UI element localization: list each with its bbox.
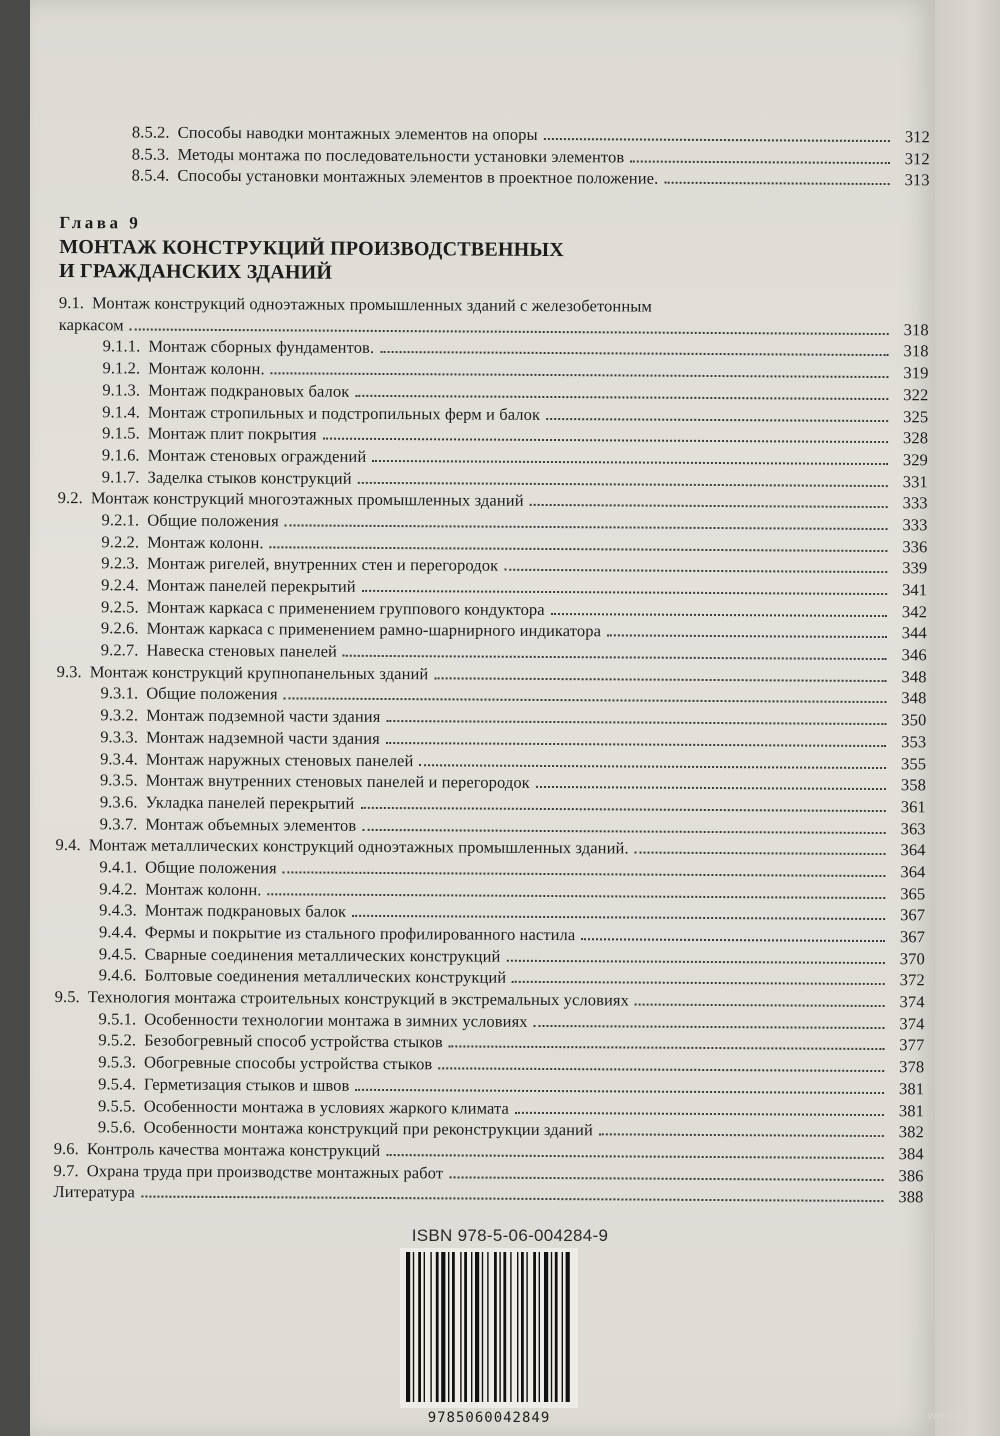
entry-page: 381 xyxy=(898,1078,925,1099)
entry-page: 318 xyxy=(903,319,929,340)
entry-title: Особенности монтажа в условиях жаркого климата xyxy=(143,1096,510,1118)
dot-leader xyxy=(664,182,889,185)
entry-page: 374 xyxy=(899,1013,925,1034)
dot-leader xyxy=(283,871,886,877)
entry-page: 386 xyxy=(898,1165,924,1185)
entry-title: Герметизация стыков и швов xyxy=(143,1074,350,1095)
dot-leader xyxy=(419,764,886,769)
entry-page: 377 xyxy=(899,1035,925,1055)
dot-leader xyxy=(515,1111,884,1115)
entry-title: Монтаж конструкций крупнопанельных зданий xyxy=(89,661,429,684)
barcode-bar xyxy=(555,1252,558,1402)
entry-number: 9.5.2. xyxy=(98,1030,137,1050)
entry-number: 9.4.3. xyxy=(99,900,137,920)
entry-number: 9.3.7. xyxy=(99,813,138,834)
dot-leader xyxy=(352,915,885,920)
dot-leader xyxy=(386,1154,883,1159)
dot-leader xyxy=(285,524,888,530)
entry-page: 374 xyxy=(899,992,925,1012)
barcode-bar xyxy=(441,1252,445,1402)
entry-title: Монтаж каркаса с применением рамно-шарнирного индикатора xyxy=(146,618,602,641)
entry-title: Монтаж подкрановых балок xyxy=(148,380,350,401)
entry-title: Сварные соединения металлических конструкций xyxy=(144,944,501,966)
entry-title: Укладка панелей перекрытий xyxy=(145,792,355,813)
entry-page: 384 xyxy=(898,1144,924,1164)
entry-title: Особенности технологии монтажа в зимних условиях xyxy=(144,1009,528,1031)
entry-number: 9.2.7. xyxy=(100,640,139,660)
barcode-bar xyxy=(566,1252,570,1402)
dot-leader xyxy=(434,677,886,682)
toc-entry xyxy=(60,165,930,192)
entry-page: 355 xyxy=(900,753,927,773)
entry-page: 353 xyxy=(901,731,927,752)
entry-title: Общие положения xyxy=(147,510,279,531)
dot-leader xyxy=(530,504,888,508)
entry-number: 9.5.1. xyxy=(98,1009,137,1029)
entry-title: Монтаж конструкций многоэтажных промышленных зданий xyxy=(90,488,524,511)
entry-page: 365 xyxy=(900,883,926,903)
dot-leader xyxy=(536,786,886,790)
entry-number: 9.3.3. xyxy=(100,727,139,747)
barcode-bar xyxy=(487,1252,488,1402)
dot-leader xyxy=(546,417,888,421)
entry-page: 341 xyxy=(902,580,928,600)
entry-number: 9.3.4. xyxy=(100,748,138,768)
entry-page: 319 xyxy=(903,363,929,383)
entry-title: Монтаж каркаса с применением группового кондуктора xyxy=(146,597,545,619)
dot-leader xyxy=(386,742,886,747)
dot-leader xyxy=(635,852,886,856)
dot-leader xyxy=(534,1025,885,1029)
entry-number: 9.4.4. xyxy=(98,922,137,942)
entry-number: 9.2. xyxy=(57,488,83,508)
dot-leader xyxy=(355,395,888,400)
page-edge xyxy=(935,0,1000,1436)
barcode-bar xyxy=(539,1252,540,1402)
barcode-bar xyxy=(494,1252,497,1402)
entry-number: 9.5.6. xyxy=(97,1117,136,1137)
entry-page: 342 xyxy=(901,601,928,621)
entry-number: 8.5.3. xyxy=(131,144,170,164)
chapter-label: Глава 9 xyxy=(59,213,142,233)
dot-leader xyxy=(343,655,887,660)
dot-leader xyxy=(355,1089,884,1094)
entry-title: Методы монтажа по последовательности установки элементов xyxy=(177,144,625,167)
entry-title: Монтаж подземной части здания xyxy=(146,705,381,727)
entry-page: 312 xyxy=(904,148,930,169)
barcode-bar xyxy=(413,1252,414,1402)
entry-number: 9.3.1. xyxy=(100,683,139,703)
dot-leader xyxy=(141,1196,883,1203)
entry-page: 318 xyxy=(903,341,929,361)
dot-leader xyxy=(504,569,887,573)
barcode-bar xyxy=(452,1252,455,1402)
barcode-bar xyxy=(448,1252,449,1402)
entry-page: 348 xyxy=(901,688,927,708)
dot-leader xyxy=(323,438,888,443)
entry-page: 361 xyxy=(900,797,926,817)
entry-title: Способы наводки монтажных элементов на опоры xyxy=(177,122,538,144)
entry-page: 322 xyxy=(903,384,929,405)
barcode-bar xyxy=(482,1252,483,1402)
dot-leader xyxy=(372,460,888,465)
entry-title: Монтаж колонн. xyxy=(144,879,262,899)
chapter-title-line1: МОНТАЖ КОНСТРУКЦИЙ ПРОИЗВОДСТВЕННЫХ xyxy=(59,236,564,262)
entry-number: 9.1.2. xyxy=(102,358,141,378)
entry-title: Монтаж колонн. xyxy=(148,358,265,379)
dot-leader xyxy=(270,546,888,552)
dot-leader xyxy=(506,959,884,963)
dot-leader xyxy=(284,698,887,704)
barcode-bar xyxy=(517,1252,518,1402)
entry-number: 9.1.7. xyxy=(101,466,140,487)
entry-number: 8.5.2. xyxy=(131,122,170,142)
entry-page: 333 xyxy=(902,493,928,513)
barcode-bar xyxy=(464,1252,467,1402)
barcode-bar xyxy=(471,1252,472,1402)
barcode-bar xyxy=(503,1252,506,1402)
entry-page: 312 xyxy=(904,127,930,147)
entry-page: 346 xyxy=(901,645,927,665)
entry-page: 388 xyxy=(898,1187,924,1207)
entry-number: 9.5.4. xyxy=(98,1074,136,1094)
entry-page: 333 xyxy=(902,515,928,535)
entry-number: 9.2.4. xyxy=(101,575,139,595)
entry-title: Общие положения xyxy=(145,857,277,878)
entry-title: Заделка стыков конструкций xyxy=(147,467,352,488)
barcode-bar xyxy=(460,1252,461,1402)
entry-title: Монтаж подкрановых балок xyxy=(144,900,347,922)
entry-number: 9.1.4. xyxy=(102,401,141,421)
dot-leader xyxy=(380,351,888,356)
entry-number: 9.4.1. xyxy=(99,857,138,877)
entry-page: 325 xyxy=(903,406,929,426)
barcode-bar xyxy=(533,1252,536,1402)
entry-number: 9.4.6. xyxy=(98,965,137,985)
isbn-text: ISBN 978-5-06-004284-9 xyxy=(411,1226,609,1245)
entry-number: 9.2.6. xyxy=(100,618,139,638)
entry-title: Монтаж панелей перекрытий xyxy=(146,575,356,596)
entry-page: 329 xyxy=(902,450,929,470)
dot-leader xyxy=(512,981,885,985)
entry-number: 9.6. xyxy=(53,1138,79,1159)
barcode-bar xyxy=(418,1252,421,1402)
entry-title: Монтаж стеновых ограждений xyxy=(147,445,367,466)
entry-title: Общие положения xyxy=(146,683,278,704)
entry-title: Безобогревный способ устройства стыков xyxy=(144,1030,443,1052)
barcode-bar xyxy=(475,1252,479,1402)
chapter-title-line2: И ГРАЖДАНСКИХ ЗДАНИЙ xyxy=(59,260,333,284)
entry-number: 9.3.5. xyxy=(99,770,138,790)
entry-number: 9.4.2. xyxy=(99,878,138,899)
entry-page: 331 xyxy=(902,471,928,491)
entry-title: Монтаж сборных фундаментов. xyxy=(148,336,375,358)
entry-page: 358 xyxy=(900,775,927,795)
entry-title: Литература xyxy=(53,1182,136,1202)
entry-title: Монтаж внутренних стеновых панелей и перегородок xyxy=(145,770,530,793)
entry-page: 367 xyxy=(899,927,926,947)
entry-number: 9.1.6. xyxy=(101,445,140,465)
dot-leader xyxy=(544,138,890,142)
entry-number: 9.2.2. xyxy=(101,531,140,552)
entry-title: Монтаж наружных стеновых панелей xyxy=(145,749,414,770)
entry-title: Контроль качества монтажа конструкций xyxy=(86,1139,381,1160)
dot-leader xyxy=(599,1133,884,1137)
entry-number: 9.4.5. xyxy=(98,943,137,964)
entry-title: Фермы и покрытие из стального профилированного настила xyxy=(144,922,576,945)
entry-title: Болтовые соединения металлических конструкций xyxy=(144,965,507,988)
entry-title: Монтаж металлических конструкций одноэтажных промышленных зданий. xyxy=(88,835,629,858)
dot-leader xyxy=(268,893,886,899)
entry-page: 364 xyxy=(900,840,926,860)
entry-page: 382 xyxy=(898,1122,924,1142)
entry-page: 378 xyxy=(899,1057,925,1077)
entry-title: Способы установки монтажных элементов в проектное положение. xyxy=(177,166,659,189)
dot-leader xyxy=(362,590,887,595)
entry-title: Охрана труда при производстве монтажных работ xyxy=(86,1160,444,1182)
entry-page: 328 xyxy=(902,428,929,448)
barcode-bar xyxy=(436,1252,439,1402)
entry-page: 363 xyxy=(900,818,926,838)
entry-number: 8.5.4. xyxy=(131,165,170,186)
entry-number: 9.5. xyxy=(54,987,80,1007)
watermark: www.ay.by xyxy=(928,1410,980,1422)
entry-page: 367 xyxy=(900,905,926,925)
entry-number: 9.2.1. xyxy=(101,510,140,530)
entry-title: Навеска стеновых панелей xyxy=(146,640,338,661)
entry-number: 9.2.3. xyxy=(101,553,140,573)
entry-title: Особенности монтажа конструкций при реконструкции зданий xyxy=(143,1117,594,1140)
dot-leader xyxy=(581,938,885,942)
entry-page: 336 xyxy=(902,536,928,556)
entry-page: 348 xyxy=(901,666,927,687)
dot-leader xyxy=(386,720,886,725)
entry-number: 9.1.5. xyxy=(102,423,140,443)
entry-page: 381 xyxy=(898,1100,925,1120)
entry-number: 9.1.3. xyxy=(102,380,141,400)
dot-leader xyxy=(130,328,889,335)
entry-page: 344 xyxy=(901,623,927,643)
entry-title: Монтаж колонн. xyxy=(147,532,264,552)
dot-leader xyxy=(635,1004,885,1008)
barcode-bar xyxy=(499,1252,500,1402)
entry-page: 350 xyxy=(901,710,927,730)
dot-leader xyxy=(271,372,889,378)
dot-leader xyxy=(551,613,887,617)
dot-leader xyxy=(630,160,890,164)
dot-leader xyxy=(360,807,885,812)
barcode-bar xyxy=(424,1252,425,1402)
entry-number: 9.2.5. xyxy=(100,596,139,617)
entry-page: 339 xyxy=(902,558,928,578)
entry-number: 9.1. xyxy=(58,293,85,313)
dot-leader xyxy=(438,1067,884,1072)
barcode-bar xyxy=(562,1252,563,1402)
entry-number: 9.5.3. xyxy=(98,1052,137,1072)
entry-number: 9.5.5. xyxy=(97,1095,136,1115)
dot-leader xyxy=(607,635,887,639)
dot-leader xyxy=(362,828,885,833)
entry-page: 364 xyxy=(900,862,926,882)
entry-number: 9.3. xyxy=(56,661,82,681)
barcode-bar xyxy=(430,1252,431,1402)
entry-title: Монтаж ригелей, внутренних стен и перегородок xyxy=(146,553,499,575)
entry-title: Монтаж плит покрытия xyxy=(147,423,317,444)
dot-leader xyxy=(449,1046,885,1051)
barcode-image xyxy=(400,1248,578,1408)
entry-number: 9.7. xyxy=(53,1160,79,1180)
entry-title: каркасом xyxy=(58,314,124,335)
entry-number: 9.3.6. xyxy=(99,792,138,812)
entry-page: 370 xyxy=(899,948,925,968)
dot-leader xyxy=(358,481,888,486)
barcode-bar xyxy=(551,1252,552,1402)
barcode-digits: 9785060042849 xyxy=(427,1410,551,1426)
entry-number: 9.3.2. xyxy=(100,705,139,725)
table-of-contents xyxy=(53,122,930,1209)
entry-title: Обогревные способы устройства стыков xyxy=(143,1052,433,1074)
entry-number: 9.4. xyxy=(55,835,81,855)
entry-page: 313 xyxy=(904,170,930,190)
dot-leader xyxy=(449,1176,883,1181)
isbn-block xyxy=(395,1226,625,1246)
barcode-bar xyxy=(521,1252,524,1402)
barcode xyxy=(400,1248,578,1408)
entry-title: Монтаж надземной части здания xyxy=(145,727,380,748)
entry-title: Монтаж конструкций одноэтажных промышленных зданий с железобетонным xyxy=(91,293,653,316)
entry-number: 9.1.1. xyxy=(102,336,141,356)
entry-title: Монтаж стропильных и подстропильных ферм и балок xyxy=(147,402,541,424)
entry-page: 372 xyxy=(899,970,925,990)
barcode-bar xyxy=(526,1252,527,1402)
barcode-bar xyxy=(544,1252,548,1402)
barcode-bar xyxy=(406,1252,410,1402)
barcode-bar xyxy=(510,1252,511,1402)
entry-title: Монтаж объемных элементов xyxy=(145,814,357,835)
entry-title: Технология монтажа строительных конструкций в экстремальных условиях xyxy=(87,987,630,1010)
